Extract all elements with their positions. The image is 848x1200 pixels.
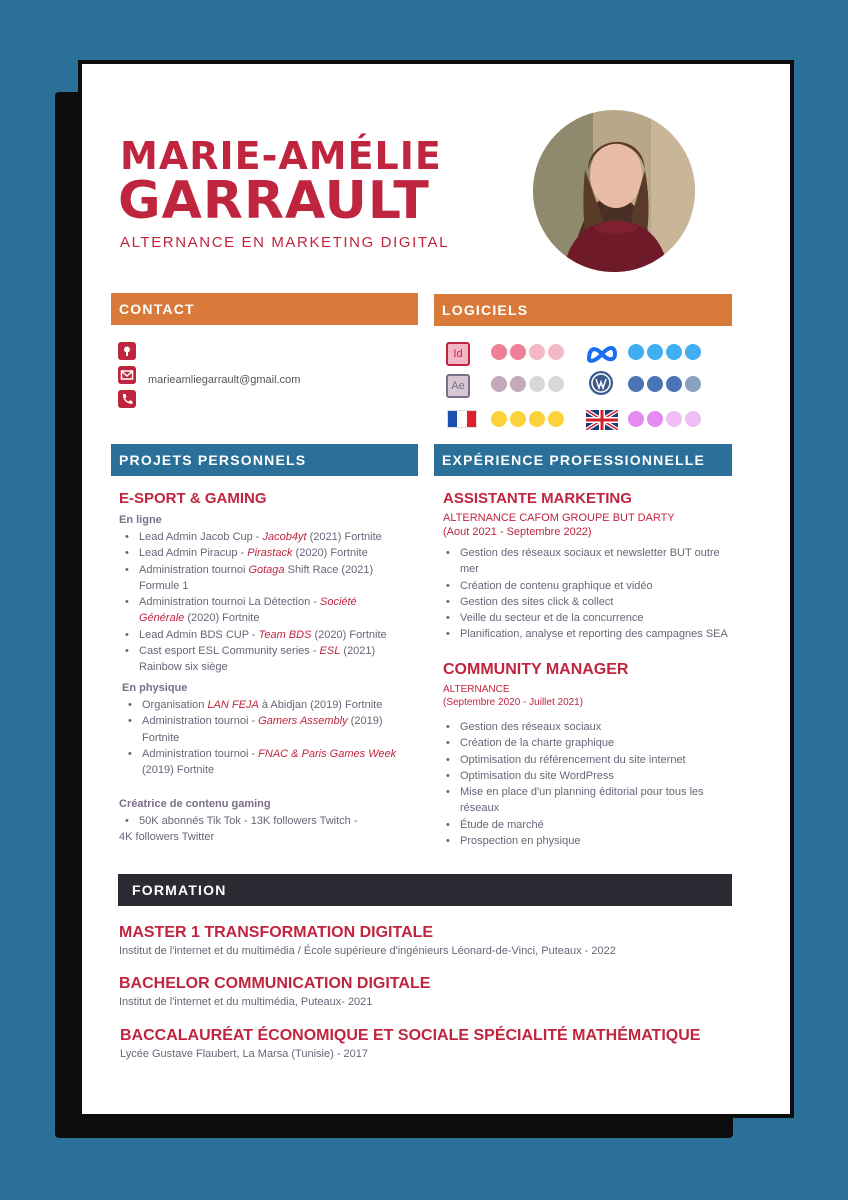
experience-header: EXPÉRIENCE PROFESSIONNELLE	[434, 444, 732, 476]
list-item	[119, 562, 399, 595]
item-text: (2021) Fortnite	[306, 531, 382, 543]
after-effects-level	[491, 376, 567, 397]
projects-header: PROJETS PERSONNELS	[111, 444, 418, 476]
level-dot	[685, 344, 701, 360]
level-dot	[647, 411, 663, 427]
degree-title: BACHELOR COMMUNICATION DIGITALE	[119, 975, 431, 992]
projects-heading: E-SPORT & GAMING	[119, 490, 267, 507]
email-icon	[118, 366, 136, 384]
first-name: MARIE-AMÉLIE	[120, 134, 442, 178]
creator-label: Créatrice de contenu gaming	[119, 798, 271, 810]
software-header: LOGICIELS	[434, 294, 732, 326]
list-item	[119, 545, 399, 561]
uk-flag-icon	[586, 410, 618, 435]
wordpress-icon	[588, 370, 614, 401]
level-dot	[548, 344, 564, 360]
job-company: ALTERNANCE CAFOM GROUPE BUT DARTY	[443, 512, 675, 524]
level-dot	[628, 344, 644, 360]
job-dates: (Aout 2021 - Septembre 2022)	[443, 526, 592, 538]
item-text: Lead Admin Piracup -	[139, 547, 248, 560]
item-text: à Abidjan (2019) Fortnite	[258, 699, 383, 711]
level-dot	[529, 411, 545, 427]
highlight-text: FNAC & Paris Games Week	[258, 747, 397, 760]
item-text: (2020) Fortnite	[292, 547, 368, 560]
item-text: (2019) Fortnite	[142, 715, 383, 744]
physical-projects-list	[122, 697, 402, 778]
item-text: Lead Admin Jacob Cup -	[139, 531, 263, 543]
list-item	[122, 697, 402, 713]
physical-label: En physique	[122, 682, 188, 694]
meta-level	[628, 344, 704, 365]
degree-title: BACCALAURÉAT ÉCONOMIQUE ET SOCIALE SPÉCIALITÉ MATHÉMATIQUE	[120, 1027, 701, 1044]
job-tasks-list	[440, 719, 730, 849]
degree-title: MASTER 1 TRANSFORMATION DIGITALE	[119, 924, 434, 941]
contact-email[interactable]: marieamliegarrault@gmail.com	[148, 374, 301, 386]
level-dot	[529, 376, 545, 392]
formation-header: FORMATION	[118, 874, 732, 906]
list-item: • Étude de marché	[440, 817, 730, 833]
creator-list	[119, 813, 399, 829]
highlight-text: ESL	[319, 645, 341, 658]
wordpress-level	[628, 376, 704, 397]
list-item: • Planification, analyse et reporting des campagnes SEA	[440, 626, 730, 642]
level-dot	[529, 344, 545, 360]
list-item: • Gestion des réseaux sociaux et newsletter BUT outre mer	[440, 545, 730, 578]
job-subtitle: ALTERNANCE EN MARKETING DIGITAL	[120, 234, 450, 251]
level-dot	[647, 344, 663, 360]
level-dot	[548, 411, 564, 427]
level-dot	[491, 376, 507, 392]
list-item: • Mise en place d'un planning éditorial pour tous les réseaux	[440, 784, 730, 817]
degree-school: Institut de l'internet et du multimédia / École supérieure d'ingénieurs Léonard-de-Vinci, Puteaux - 2022	[119, 945, 616, 957]
job-title: COMMUNITY MANAGER	[443, 661, 629, 678]
item-text: (2020) Fortnite	[184, 612, 260, 625]
level-dot	[647, 376, 663, 392]
level-dot	[548, 376, 564, 392]
list-item	[119, 594, 399, 627]
item-text: (2021) Rainbow six siège	[139, 645, 376, 674]
creator-line2: 4K followers Twitter	[119, 831, 215, 843]
list-item: • Veille du secteur et de la concurrence	[440, 610, 730, 626]
item-text: (2020) Fortnite	[311, 628, 387, 641]
highlight-text: Société Générale	[139, 596, 357, 625]
list-item: • Gestion des sites click & collect	[440, 594, 730, 610]
list-item: • Optimisation du référencement du site internet	[440, 752, 730, 768]
highlight-text: Pirastack	[247, 547, 293, 560]
item-text: Cast esport ESL Community series -	[139, 645, 320, 658]
level-dot	[491, 411, 507, 427]
highlight-text: Team BDS	[258, 628, 312, 641]
job-tasks-list	[440, 545, 730, 643]
list-item: • Optimisation du site WordPress	[440, 768, 730, 784]
item-text: Shift Race (2021) Formule 1	[139, 563, 374, 592]
item-text: Organisation	[142, 699, 208, 711]
contact-header: CONTACT	[111, 293, 418, 325]
item-text: Administration tournoi -	[142, 715, 259, 728]
level-dot	[628, 411, 644, 427]
resume-page	[78, 60, 794, 1118]
list-item	[119, 627, 399, 643]
after-effects-icon: Ae	[446, 374, 470, 398]
level-dot	[628, 376, 644, 392]
list-item: • Prospection en physique	[440, 833, 730, 849]
level-dot	[685, 411, 701, 427]
list-item: • Création de la charte graphique	[440, 735, 730, 751]
indesign-icon: Id	[446, 342, 470, 366]
last-name: GARRAULT	[118, 171, 430, 231]
profile-photo	[533, 110, 695, 272]
highlight-text: Jacob4yt	[262, 531, 307, 543]
item-text: Administration tournoi La Détection -	[139, 596, 320, 609]
item-text: (2019) Fortnite	[142, 764, 215, 777]
degree-school: Institut de l'internet et du multimédia, Puteaux- 2021	[119, 996, 373, 1008]
list-item: • Gestion des réseaux sociaux	[440, 719, 730, 735]
highlight-text: Gotaga	[248, 563, 285, 576]
level-dot	[510, 411, 526, 427]
level-dot	[510, 344, 526, 360]
highlight-text: LAN FEJA	[207, 699, 259, 711]
list-item	[119, 643, 399, 676]
level-dot	[666, 411, 682, 427]
item-text: Lead Admin BDS CUP -	[139, 628, 259, 641]
online-label: En ligne	[119, 514, 162, 526]
list-item	[122, 713, 402, 746]
level-dot	[666, 344, 682, 360]
highlight-text: Gamers Assembly	[258, 715, 348, 728]
list-item: • 50K abonnés Tik Tok - 13K followers Twitch -	[119, 813, 399, 829]
item-text: Administration tournoi	[139, 563, 249, 576]
list-item	[122, 746, 402, 779]
item-text: Administration tournoi -	[142, 747, 259, 760]
level-dot	[685, 376, 701, 392]
online-projects-list	[119, 529, 399, 676]
french-flag-icon	[447, 410, 477, 428]
job-company: ALTERNANCE	[443, 684, 510, 695]
level-dot	[491, 344, 507, 360]
list-item: • Création de contenu graphique et vidéo	[440, 578, 730, 594]
location-icon	[118, 342, 136, 360]
list-item	[119, 529, 399, 545]
french-level	[491, 411, 567, 432]
phone-icon	[118, 390, 136, 408]
job-dates: (Septembre 2020 - Juillet 2021)	[443, 697, 584, 708]
level-dot	[666, 376, 682, 392]
indesign-level	[491, 344, 567, 365]
level-dot	[510, 376, 526, 392]
meta-icon	[585, 342, 619, 371]
degree-school: Lycée Gustave Flaubert, La Marsa (Tunisie) - 2017	[120, 1048, 369, 1060]
job-title: ASSISTANTE MARKETING	[443, 490, 632, 507]
english-level	[628, 411, 704, 432]
